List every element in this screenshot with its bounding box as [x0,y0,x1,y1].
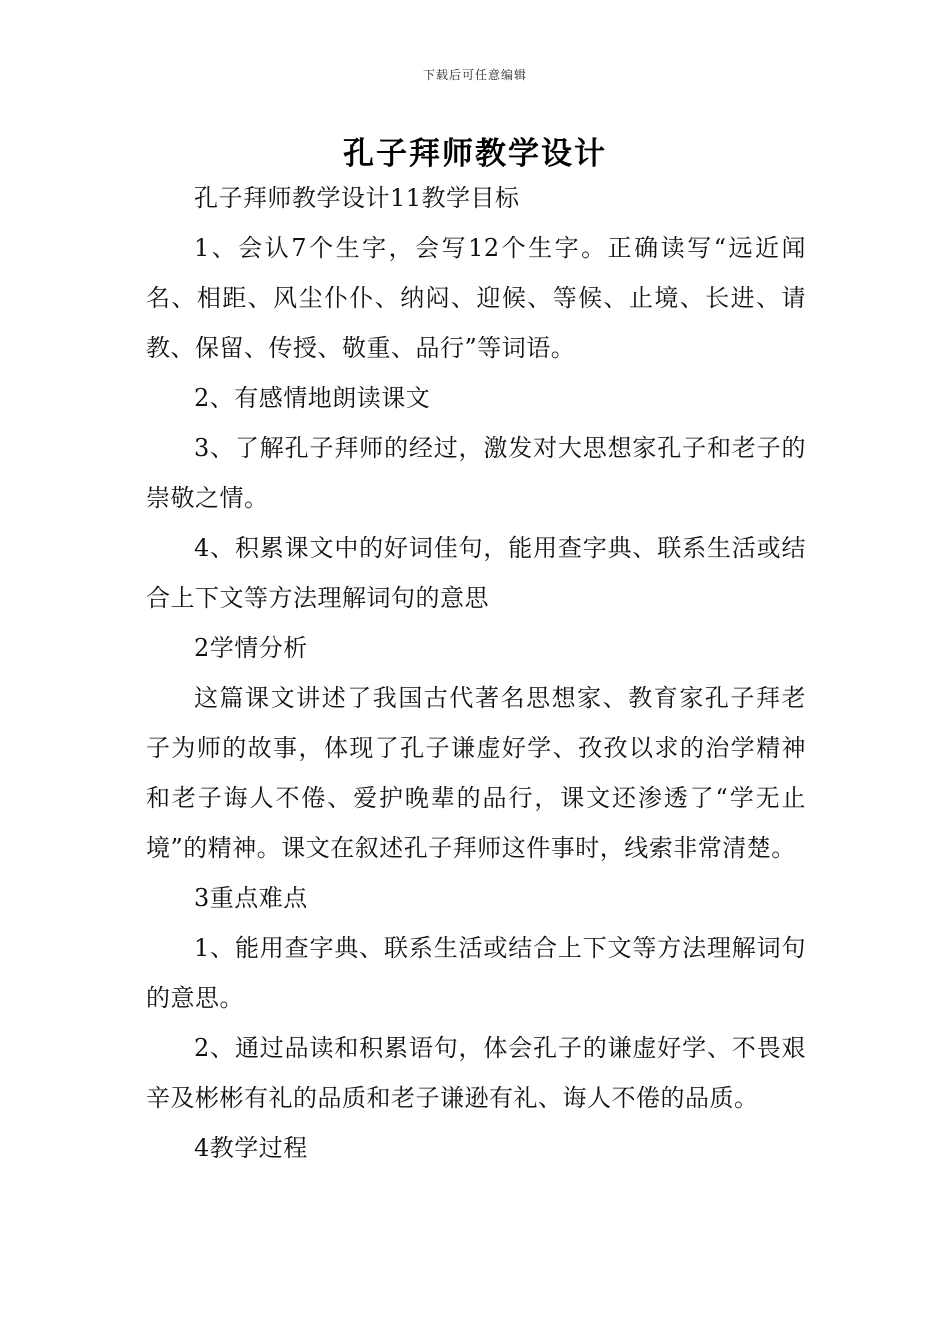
objective-item-1: 1、会认7个生字，会写12个生字。正确读写“远近闻名、相距、风尘仆仆、纳闷、迎候、等候、止境、长进、请教、保留、传授、敬重、品行”等词语。 [146,234,806,362]
key-point-item-1: 1、能用查字典、联系生活或结合上下文等方法理解词句的意思。 [146,934,806,1012]
objective-item-3: 3、了解孔子拜师的经过，激发对大思想家孔子和老子的崇敬之情。 [146,434,806,512]
key-point-item-2: 2、通过品读和积累语句，体会孔子的谦虚好学、不畏艰辛及彬彬有礼的品质和老子谦逊有礼、诲人不倦的品质。 [146,1034,806,1112]
document-title: 孔子拜师教学设计 [343,136,607,172]
objective-item-4: 4、积累课文中的好词佳句，能用查字典、联系生活或结合上下文等方法理解词句的意思 [146,534,806,612]
section-heading-key-points: 3重点难点 [194,884,308,912]
section-heading-analysis: 2学情分析 [194,634,308,662]
document-body [146,173,806,1173]
page-header-note: 下载后可任意编辑 [422,68,527,82]
section-heading-process: 4教学过程 [194,1134,308,1162]
analysis-paragraph: 这篇课文讲述了我国古代著名思想家、教育家孔子拜老子为师的故事，体现了孔子谦虚好学、孜孜以求的治学精神和老子诲人不倦、爱护晚辈的品行，课文还渗透了“学无止境”的精神。课文在叙述孔子拜师这件事时，线索非常清楚。 [146,684,806,862]
section-heading-objectives: 孔子拜师教学设计11教学目标 [194,184,520,212]
objective-item-2: 2、有感情地朗读课文 [194,384,431,412]
